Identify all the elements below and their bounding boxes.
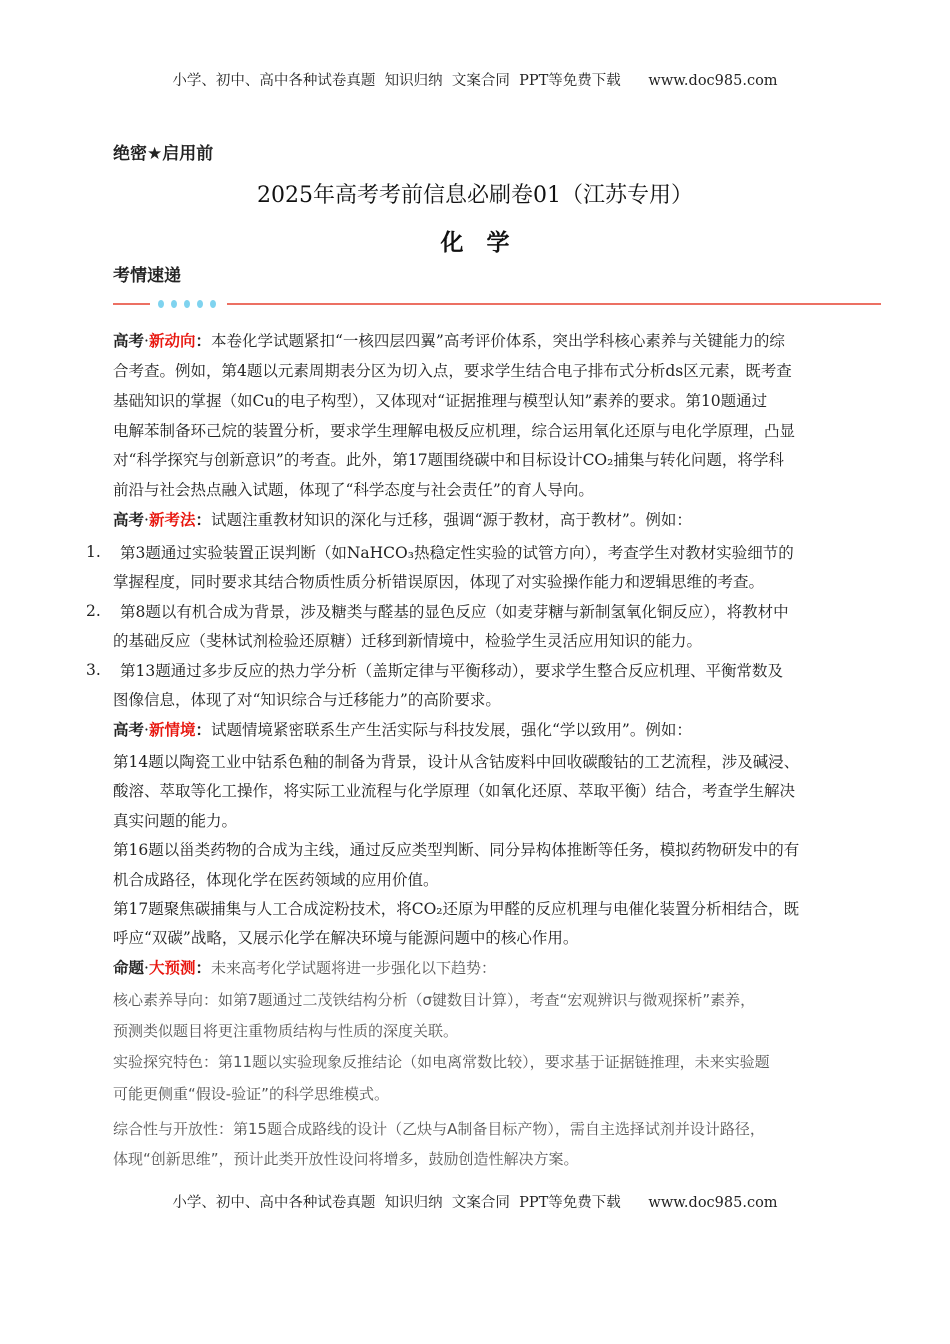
list-item-line: 第13题通过多步反应的热力学分析（盖斯定律与平衡移动），要求学生整合反应机理、平衡常数及 <box>120 662 783 680</box>
paragraph-line: 第16题以甾类药物的合成为主线，通过反应类型判断、同分异构体推断等任务，模拟药物研发中的有 <box>113 841 800 859</box>
footer-banner: 小学、初中、高中各种试卷真题 知识归纳 文案合同 PPT等免费下载 www.doc985.com <box>172 1195 778 1211</box>
label-prefix: 高考 <box>113 511 145 529</box>
label-tag: 新情境 <box>148 721 196 739</box>
paragraph-line: 对“科学探究与创新意识”的考查。此外，第17题围绕碳中和目标设计CO₂捕集与转化问题，将学科 <box>113 451 784 469</box>
section-heading: 考情速递 <box>113 266 181 286</box>
label-colon: ： <box>195 511 211 529</box>
label-prefix: 高考 <box>113 332 145 350</box>
label-prefix: 高考 <box>113 721 145 739</box>
section-divider <box>113 303 881 306</box>
paragraph-line: 综合性与开放性：第15题合成路线的设计（乙炔与A制备目标产物），需自主选择试剂并设计路径， <box>113 1120 765 1138</box>
paragraph-line: 试题注重教材知识的深化与迁移，强调“源于教材，高于教材”。例如： <box>210 511 692 529</box>
paragraph-line: 呼应“双碳”战略，又展示化学在解决环境与能源问题中的核心作用。 <box>113 929 579 947</box>
paragraph-line: 本卷化学试题紧扣“一核四层四翼”高考评价体系，突出学科核心素养与关键能力的综 <box>210 332 785 350</box>
paragraph-line: 体现“创新思维”，预计此类开放性设问将增多，鼓励创造性解决方案。 <box>113 1150 579 1168</box>
page-title: 2025年高考考前信息必刷卷01（江苏专用） <box>257 183 693 208</box>
label-prefix: 命题 <box>113 959 145 977</box>
s4-line <box>113 958 496 978</box>
s2-line <box>113 510 692 530</box>
header-banner: 小学、初中、高中各种试卷真题 知识归纳 文案合同 PPT等免费下载 www.doc985.com <box>172 73 778 89</box>
label-dot: · <box>144 721 149 739</box>
paragraph-line: 机合成路径，体现化学在医药领域的应用价值。 <box>113 871 439 889</box>
list-item-line: 第8题以有机合成为背景，涉及糖类与醛基的显色反应（如麦芽糖与新制氢氧化铜反应），将教材中 <box>120 603 789 621</box>
label-colon: ： <box>195 959 211 977</box>
list-number: 2. <box>86 602 101 620</box>
paragraph-line: 试题情境紧密联系生产生活实际与科技发展，强化“学以致用”。例如： <box>210 721 692 739</box>
label-colon: ： <box>195 721 211 739</box>
label-tag: 新考法 <box>148 511 196 529</box>
paragraph-line: 可能更侧重“假设-验证”的科学思维模式。 <box>113 1085 389 1103</box>
label-dot: · <box>144 332 149 350</box>
paragraph-line: 合考查。例如，第4题以元素周期表分区为切入点，要求学生结合电子排布式分析ds区元素，既考查 <box>113 362 792 380</box>
label-tag: 新动向 <box>148 332 196 350</box>
paragraph-line: 酸溶、萃取等化工操作，将实际工业流程与化学原理（如氧化还原、萃取平衡）结合，考查学生解决 <box>113 782 796 800</box>
paragraph-line: 第14题以陶瓷工业中钴系色釉的制备为背景，设计从含钴废料中回收碳酸钴的工艺流程，涉及碱浸、 <box>113 753 800 771</box>
paragraph-line: 核心素养导向：如第7题通过二茂铁结构分析（σ键数目计算），考查“宏观辨识与微观探析”素养， <box>113 991 756 1009</box>
s3-line <box>113 720 692 740</box>
paragraph-line: 前沿与社会热点融入试题，体现了“科学态度与社会责任”的育人导向。 <box>113 481 594 499</box>
list-item-line: 掌握程度，同时要求其结合物质性质分析错误原因，体现了对实验操作能力和逻辑思维的考查。 <box>113 573 765 591</box>
paragraph-line: 预测类似题目将更注重物质结构与性质的深度关联。 <box>113 1022 459 1040</box>
list-item-line: 第3题通过实验装置正误判断（如NaHCO₃热稳定性实验的试管方向），考查学生对教材实验细节的 <box>120 544 794 562</box>
label-colon: ： <box>195 332 211 350</box>
subject-title: 化 学 <box>440 230 510 256</box>
list-number: 3. <box>86 661 101 679</box>
label-tag: 大预测 <box>148 959 196 977</box>
label-dot: · <box>144 959 149 977</box>
paragraph-line: 基础知识的掌握（如Cu的电子构型），又体现对“证据推理与模型认知”素养的要求。第10题通过 <box>113 392 768 410</box>
paragraph-line: 真实问题的能力。 <box>113 812 238 830</box>
paragraph-line: 未来高考化学试题将进一步强化以下趋势： <box>210 959 496 977</box>
s1-line <box>113 331 785 351</box>
list-item-line: 图像信息，体现了对“知识综合与迁移能力”的高阶要求。 <box>113 691 501 709</box>
paragraph-line: 电解苯制备环己烷的装置分析，要求学生理解电极反应机理，综合运用氧化还原与电化学原理，凸显 <box>113 422 796 440</box>
list-item-line: 的基础反应（斐林试剂检验还原糖）迁移到新情境中，检验学生灵活应用知识的能力。 <box>113 632 703 650</box>
paragraph-line: 实验探究特色：第11题以实验现象反推结论（如电离常数比较），要求基于证据链推理，未来实验题 <box>113 1053 770 1071</box>
secret-label: 绝密★启用前 <box>113 144 214 164</box>
list-number: 1. <box>86 543 101 561</box>
label-dot: · <box>144 511 149 529</box>
paragraph-line: 第17题聚焦碳捕集与人工合成淀粉技术，将CO₂还原为甲醛的反应机理与电催化装置分析相结合，既 <box>113 900 800 918</box>
